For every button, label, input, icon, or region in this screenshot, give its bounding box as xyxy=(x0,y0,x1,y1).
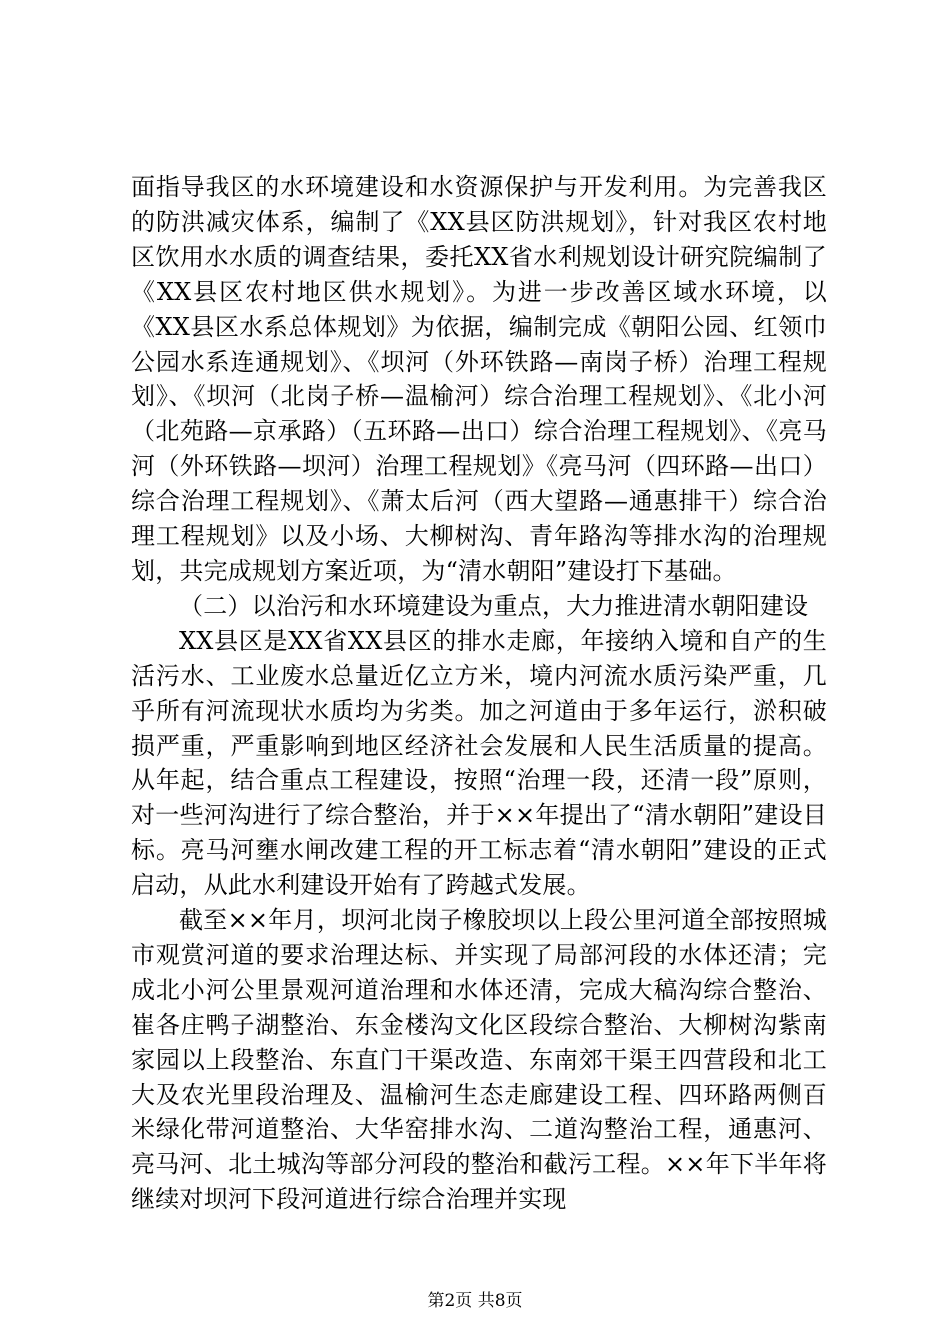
paragraph-progress: 截至××年月，坝河北岗子橡胶坝以上段公里河道全部按照城市观赏河道的要求治理达标、并实现了局部河段的水体还清；完成北小河公里景观河道治理和水体还清，完成大稿沟综合整治、崔各庄鸭子湖整治、东金楼沟文化区段综合整治、大柳树沟紫南家园以上段整治、东直门干渠改造、东南郊干渠王四营段和北工大及农光里段治理及、温榆河生态走廊建设工程、四环路两侧百米绿化带河道整治、大华窑排水沟、二道沟整治工程，通惠河、亮马河、北土城沟等部分河段的整治和截污工程。××年下半年将继续对坝河下段河道进行综合治理并实现 xyxy=(131,906,827,1214)
section-heading-2: （二）以治污和水环境建设为重点，大力推进清水朝阳建设 xyxy=(179,591,809,620)
document-body xyxy=(131,170,827,1217)
paragraph-drainage-corridor: XX县区是XX省XX县区的排水走廊，年接纳入境和自产的生活污水、工业废水总量近亿立方米，境内河流水质污染严重，几乎所有河流现状水质均为劣类。加之河道由于多年运行，淤积破损严重，严重影响到地区经济社会发展和人民生活质量的提高。从年起，结合重点工程建设，按照“治理一段，还清一段”原则，对一些河沟进行了综合整治，并于××年提出了“清水朝阳”建设目标。亮马河壅水闸改建工程的开工标志着“清水朝阳”建设的正式启动，从此水利建设开始有了跨越式发展。 xyxy=(131,626,827,900)
page-footer xyxy=(0,1290,950,1312)
paragraph-planning: 面指导我区的水环境建设和水资源保护与开发利用。为完善我区的防洪减灾体系，编制了《XX县区防洪规划》，针对我区农村地区饮用水水质的调查结果，委托XX省水利规划设计研究院编制了《XX县区农村地区供水规划》。为进一步改善区域水环境，以《XX县区水系总体规划》为依据，编制完成《朝阳公园、红领巾公园水系连通规划》、《坝河（外环铁路—南岗子桥）治理工程规划》、《坝河（北岗子桥—温榆河）综合治理工程规划》、《北小河（北苑路—京承路）（五环路—出口）综合治理工程规划》、《亮马河（外环铁路—坝河）治理工程规划》《亮马河（四环路—出口）综合治理工程规划》、《萧太后河（西大望路—通惠排干）综合治理工程规划》以及小场、大柳树沟、青年路沟等排水沟的治理规划，共完成规划方案近项，为“清水朝阳”建设打下基础。 xyxy=(131,173,827,585)
page-number: 第2页 共8页 xyxy=(427,1291,523,1311)
